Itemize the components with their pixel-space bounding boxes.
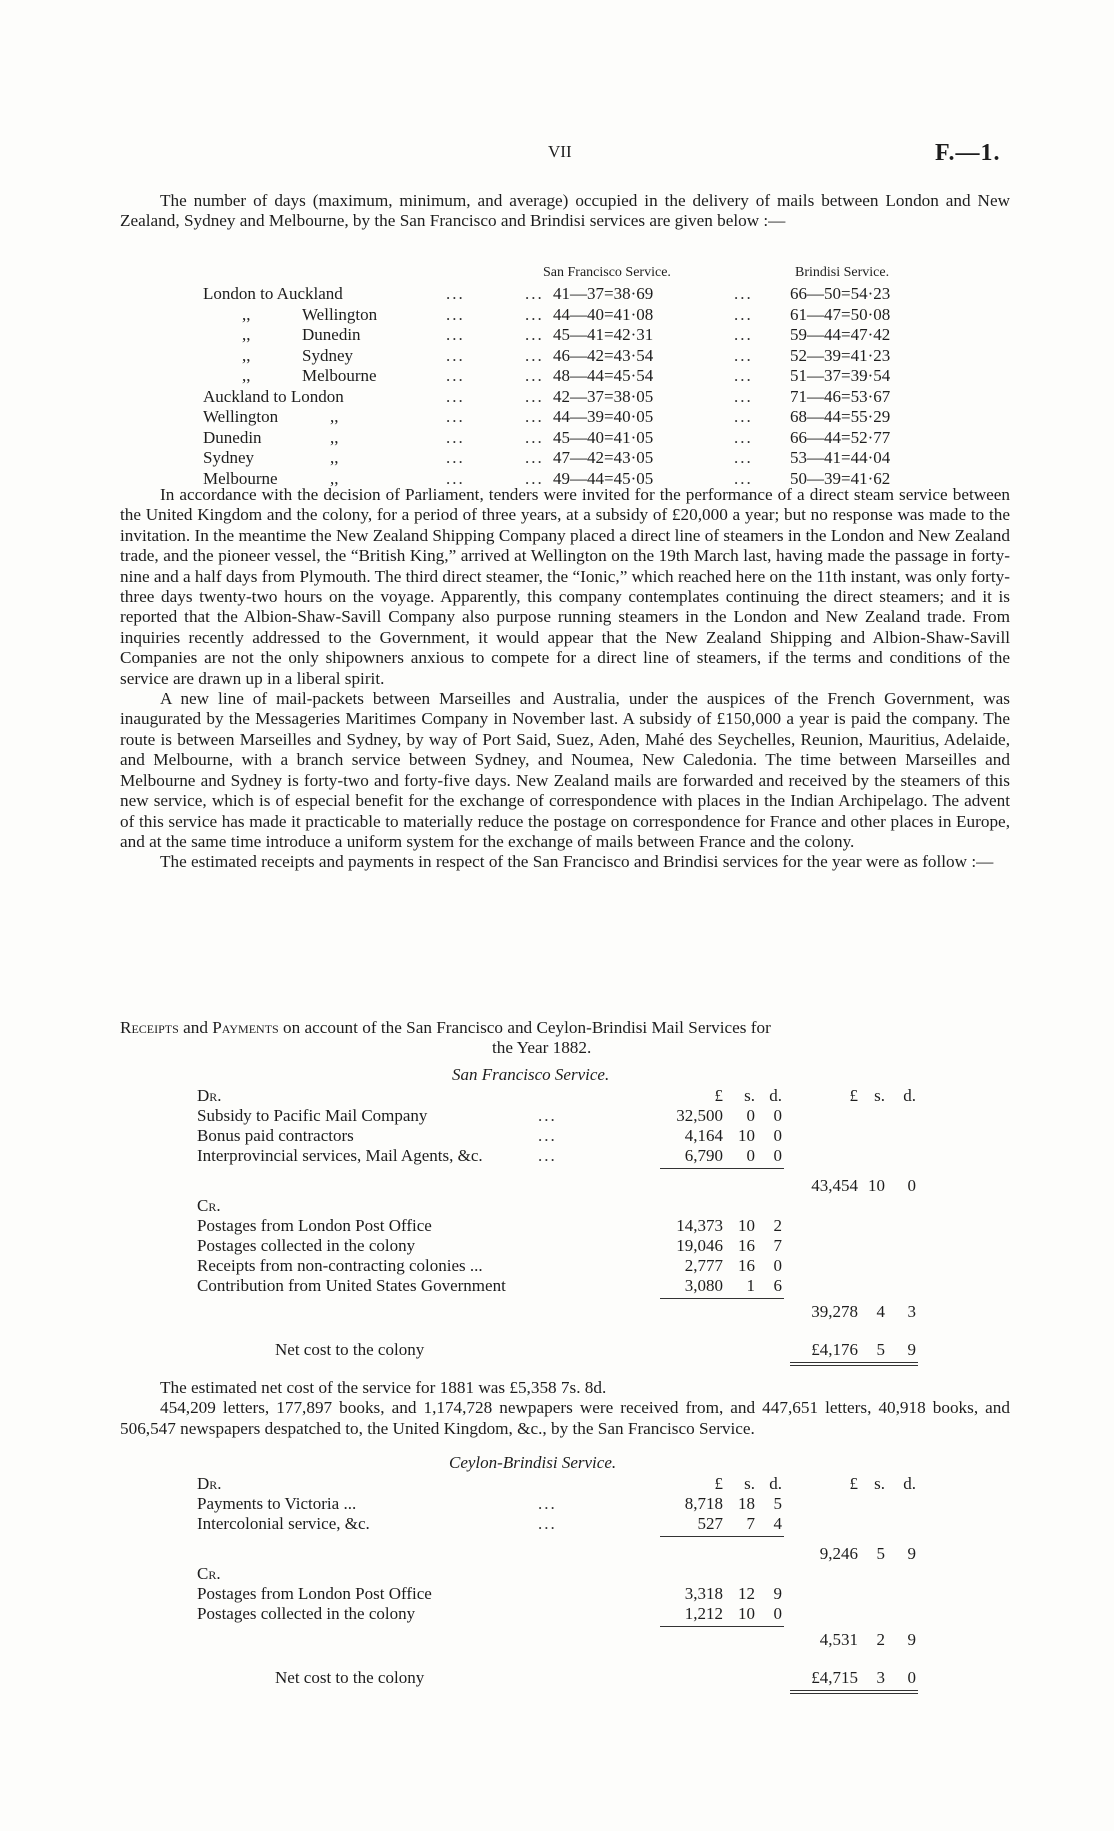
credit-item-pounds: 2,777: [684, 1256, 723, 1275]
route-from: Dunedin: [203, 427, 262, 447]
credit-label: Cr.: [197, 1196, 221, 1215]
route-from: Wellington: [203, 407, 279, 426]
credit-item-pence: 2: [773, 1216, 782, 1235]
leader-dots: ...: [734, 386, 753, 406]
leader-dots: ...: [525, 386, 544, 406]
sf-note-1881: The estimated net cost of the service for 1881 was £5,358 7s. 8d.: [160, 1378, 607, 1397]
leader-dots: ...: [525, 427, 544, 447]
debit-item-shillings: 18: [738, 1494, 755, 1513]
credit-total-shillings: 2: [876, 1630, 885, 1649]
leader-dots: ...: [734, 448, 753, 467]
days-row: [0, 448, 1114, 468]
net-cost-pounds: £4,176: [811, 1340, 858, 1359]
col-pound: £: [714, 1474, 723, 1493]
debit-item-pounds: 527: [697, 1514, 723, 1533]
leader-dots: ...: [525, 345, 544, 365]
days-row: [0, 366, 1114, 386]
col-shillings: s.: [874, 1474, 885, 1493]
leader-dots: ...: [734, 366, 753, 385]
debit-item: Subsidy to Pacific Mail Company: [197, 1106, 428, 1125]
route-from: ,,: [242, 366, 251, 385]
document-code: F.—1.: [935, 140, 1001, 166]
net-cost-pence: 9: [907, 1340, 916, 1359]
debit-item-pence: 0: [773, 1126, 782, 1145]
route-from: London to Auckland: [203, 284, 343, 303]
brindisi-days: 51—37=39·54: [790, 366, 891, 385]
leader-dots: ...: [734, 325, 753, 344]
route-to: ,,: [330, 448, 339, 467]
sf-days: 47—42=43·05: [553, 448, 654, 467]
debit-item-pounds: 4,164: [684, 1126, 723, 1145]
route-from: ,,: [242, 304, 251, 324]
credit-item-pounds: 3,080: [684, 1276, 723, 1295]
sf-note-letters: 454,209 letters, 177,897 books, and 1,174,728 newpapers were received from, and 447,651 letters, 40,918 books, and 506,547 newspapers despatched to, the United Kingdom, &c., by the San Francisco Service.: [120, 1398, 1010, 1438]
sf-days: 44—40=41·08: [553, 304, 654, 324]
body-paragraphs: [120, 485, 1010, 873]
route-from: Sydney: [203, 448, 254, 467]
leader-dots: ...: [446, 304, 465, 324]
brindisi-days: 66—50=54·23: [790, 284, 891, 303]
leader-dots: ...: [446, 284, 465, 303]
route-to: Wellington: [302, 304, 378, 324]
route-to: ,,: [330, 427, 339, 447]
debit-item-pence: 5: [773, 1494, 782, 1513]
subtotal-rule: [660, 1298, 784, 1299]
leader-dots: ...: [446, 386, 465, 406]
credit-item-shillings: 16: [738, 1256, 755, 1275]
leader-dots: ...: [525, 448, 544, 467]
brindisi-days: 59—44=47·42: [790, 325, 891, 344]
days-row: [0, 428, 1114, 448]
leader-dots: ...: [525, 366, 544, 385]
col-pence: d.: [903, 1086, 916, 1105]
sf-days: 42—37=38·05: [553, 386, 654, 406]
col-header-brindisi: Brindisi Service.: [795, 265, 890, 280]
credit-total-shillings: 4: [876, 1302, 885, 1321]
credit-item-pence: 0: [773, 1256, 782, 1275]
net-cost-label: Net cost to the colony: [275, 1668, 425, 1687]
leader-dots: ...: [446, 468, 465, 488]
leader-dots: ...: [446, 366, 465, 385]
credit-item-pounds: 1,212: [684, 1604, 723, 1623]
leader-dots: ...: [538, 1106, 557, 1125]
days-table: [0, 265, 1114, 490]
leader-dots: ...: [446, 407, 465, 426]
sf-days: 48—44=45·54: [553, 366, 654, 385]
days-row: [0, 387, 1114, 407]
debit-item-shillings: 0: [746, 1146, 755, 1165]
credit-total-pence: 3: [907, 1302, 916, 1321]
net-cost-pounds: £4,715: [811, 1668, 858, 1687]
page-number: VII: [548, 142, 572, 161]
brindisi-days: 71—46=53·67: [790, 386, 891, 406]
credit-item-shillings: 16: [738, 1236, 755, 1255]
debit-total-pence: 0: [907, 1176, 916, 1195]
days-row: [0, 284, 1114, 304]
leader-dots: ...: [734, 284, 753, 303]
credit-item: Receipts from non-contracting colonies ...: [197, 1256, 483, 1275]
route-to: Dunedin: [302, 325, 361, 344]
debit-item-shillings: 10: [738, 1126, 755, 1145]
sf-days: 45—40=41·05: [553, 427, 654, 447]
route-from: ,,: [242, 345, 251, 365]
route-to: Sydney: [302, 345, 353, 365]
paragraph-direct-service: In accordance with the decision of Parliament, tenders were invited for the performance of a direct steam service between the United Kingdom and the colony, for a period of three years, at a subsidy of £20,000 a year; but no response was made to the invitation. In the meantime the New Zealand Shipping Company placed a direct line of steamers in the London and New Zealand trade, and the pioneer vessel, the “British King,” arrived at Wellington on the 19th March last, having made the passage in forty-nine and a half days from Plymouth. The third direct steamer, the “Ionic,” which reached here on the 11th instant, was only forty-three days twenty-two hours on the voyage. Apparently, this company contemplates continuing the direct steamers; and it is reported that the Albion-Shaw-Savill Company also purpose running steamers in the London and New Zealand trade. From inquiries recently addressed to the Government, it would appear that the New Zealand Shipping and Albion-Shaw-Savill Companies are not the only shipowners anxious to compete for a direct line of steamers, if the terms and conditions of the service are drawn up in a liberal spirit.: [120, 485, 1010, 688]
credit-label: Cr.: [197, 1564, 221, 1583]
credit-item-shillings: 1: [746, 1276, 755, 1295]
credit-item: Postages collected in the colony: [197, 1604, 416, 1623]
accounts-heading: Receipts and Payments on account of the San Francisco and Ceylon-Brindisi Mail Services for: [120, 1018, 771, 1037]
service-title: San Francisco Service.: [452, 1065, 610, 1084]
credit-item: Postages from London Post Office: [197, 1584, 432, 1603]
debit-item-pence: 0: [773, 1146, 782, 1165]
credit-item: Postages from London Post Office: [197, 1216, 432, 1235]
credit-total-pounds: 4,531: [819, 1630, 858, 1649]
col-shillings: s.: [744, 1474, 755, 1493]
credit-item: Postages collected in the colony: [197, 1236, 416, 1255]
leader-dots: ...: [538, 1126, 557, 1145]
leader-dots: ...: [538, 1494, 557, 1513]
col-pound: £: [849, 1474, 858, 1493]
sf-days: 46—42=43·54: [553, 345, 654, 365]
intro-paragraph: The number of days (maximum, minimum, and average) occupied in the delivery of mails between London and New Zealand, Sydney and Melbourne, by the San Francisco and Brindisi services are given below :—: [120, 191, 1010, 231]
debit-item: Bonus paid contractors: [197, 1126, 354, 1145]
col-shillings: s.: [874, 1086, 885, 1105]
debit-label: Dr.: [197, 1474, 222, 1493]
leader-dots: ...: [446, 448, 465, 467]
leader-dots: ...: [525, 304, 544, 324]
net-rule-top: [790, 1362, 918, 1363]
service-title: Ceylon-Brindisi Service.: [449, 1453, 617, 1472]
brindisi-days: 53—41=44·04: [790, 448, 891, 467]
leader-dots: ...: [525, 468, 544, 488]
debit-item-pounds: 32,500: [676, 1106, 723, 1125]
brindisi-days: 52—39=41·23: [790, 345, 891, 365]
brindisi-days: 68—44=55·29: [790, 407, 891, 426]
debit-item-shillings: 0: [746, 1106, 755, 1125]
credit-item-pence: 9: [773, 1584, 782, 1603]
debit-item-shillings: 7: [746, 1514, 755, 1533]
debit-total-pounds: 43,454: [811, 1176, 858, 1195]
route-from: Melbourne: [203, 468, 278, 488]
subtotal-rule: [660, 1536, 784, 1537]
credit-item-pounds: 3,318: [684, 1584, 723, 1603]
leader-dots: ...: [538, 1146, 557, 1165]
leader-dots: ...: [525, 325, 544, 344]
sf-notes: [120, 1378, 1010, 1439]
route-from: Auckland to London: [203, 386, 344, 406]
leader-dots: ...: [446, 427, 465, 447]
credit-item-shillings: 10: [738, 1216, 755, 1235]
debit-item: Payments to Victoria ...: [197, 1494, 357, 1513]
route-to: ,,: [330, 468, 339, 488]
sf-days: 44—39=40·05: [553, 407, 654, 426]
accounts-heading-year: the Year 1882.: [492, 1038, 592, 1057]
route-to: Melbourne: [302, 366, 377, 385]
col-shillings: s.: [744, 1086, 755, 1105]
debit-item-pounds: 8,718: [684, 1494, 723, 1513]
days-row: [0, 346, 1114, 366]
net-cost-label: Net cost to the colony: [275, 1340, 425, 1359]
debit-total-pence: 9: [907, 1544, 916, 1563]
leader-dots: ...: [525, 284, 544, 303]
credit-item-pounds: 14,373: [676, 1216, 723, 1235]
debit-item: Intercolonial service, &c.: [197, 1514, 370, 1533]
net-rule-bottom: [790, 1365, 918, 1366]
col-pound: £: [849, 1086, 858, 1105]
debit-item-pounds: 6,790: [684, 1146, 723, 1165]
sf-days: 45—41=42·31: [553, 325, 654, 344]
brindisi-days: 66—44=52·77: [790, 427, 891, 447]
paragraph-marseilles: A new line of mail-packets between Marseilles and Australia, under the auspices of the French Government, was inaugurated by the Messageries Maritimes Company in November last. A subsidy of £150,000 a year is paid the company. The route is between Marseilles and Sydney, by way of Port Said, Suez, Aden, Mahé des Seychelles, Reunion, Mauritius, Adelaide, and Melbourne, with a branch service between Sydney, and Noumea, New Caledonia. The time between Marseilles and Melbourne and Sydney is forty-two and forty-five days. New Zealand mails are forwarded and received by the steamers of this new service, which is of especial benefit for the exchange of correspondence with places in the Indian Archipelago. The advent of this service has made it practicable to materially reduce the postage on correspondence for France and other places in Europe, and at the same time introduce a uniform system for the exchange of mails between France and the colony.: [120, 689, 1010, 851]
col-pence: d.: [769, 1086, 782, 1105]
credit-item-shillings: 12: [738, 1584, 755, 1603]
paragraph-estimated: The estimated receipts and payments in respect of the San Francisco and Brindisi services for the year were as follow :—: [160, 852, 994, 872]
credit-item-shillings: 10: [738, 1604, 755, 1623]
leader-dots: ...: [525, 407, 544, 426]
leader-dots: ...: [734, 407, 753, 426]
net-cost-shillings: 5: [876, 1340, 885, 1359]
leader-dots: ...: [446, 325, 465, 344]
credit-item: Contribution from United States Government: [197, 1276, 506, 1295]
leader-dots: ...: [446, 345, 465, 365]
debit-total-shillings: 10: [868, 1176, 885, 1195]
net-cost-pence: 0: [907, 1668, 916, 1687]
days-row: [0, 407, 1114, 427]
subtotal-rule: [660, 1626, 784, 1627]
leader-dots: ...: [734, 304, 753, 324]
sf-days: 41—37=38·69: [553, 284, 654, 303]
debit-item-pence: 0: [773, 1106, 782, 1125]
route-from: ,,: [242, 325, 251, 344]
col-header-sf: San Francisco Service.: [543, 265, 671, 280]
leader-dots: ...: [734, 468, 753, 488]
debit-total-pounds: 9,246: [819, 1544, 858, 1563]
net-rule-bottom: [790, 1693, 918, 1694]
route-to: ,,: [330, 407, 339, 426]
subtotal-rule: [660, 1168, 784, 1169]
credit-item-pence: 7: [773, 1236, 782, 1255]
days-row: [0, 305, 1114, 325]
col-pence: d.: [903, 1474, 916, 1493]
credit-item-pence: 0: [773, 1604, 782, 1623]
leader-dots: ...: [734, 345, 753, 365]
credit-total-pence: 9: [907, 1630, 916, 1649]
net-rule-top: [790, 1690, 918, 1691]
credit-item-pence: 6: [773, 1276, 782, 1295]
credit-item-pounds: 19,046: [676, 1236, 723, 1255]
leader-dots: ...: [734, 427, 753, 447]
sf-days: 49—44=45·05: [553, 468, 654, 488]
credit-total-pounds: 39,278: [811, 1302, 858, 1321]
leader-dots: ...: [538, 1514, 557, 1533]
net-cost-shillings: 3: [876, 1668, 885, 1687]
debit-label: Dr.: [197, 1086, 222, 1105]
debit-total-shillings: 5: [876, 1544, 885, 1563]
brindisi-days: 61—47=50·08: [790, 304, 891, 324]
debit-item-pence: 4: [773, 1514, 782, 1533]
days-row: [0, 325, 1114, 345]
col-pence: d.: [769, 1474, 782, 1493]
brindisi-days: 50—39=41·62: [790, 468, 891, 488]
col-pound: £: [714, 1086, 723, 1105]
debit-item: Interprovincial services, Mail Agents, &c.: [197, 1146, 483, 1165]
